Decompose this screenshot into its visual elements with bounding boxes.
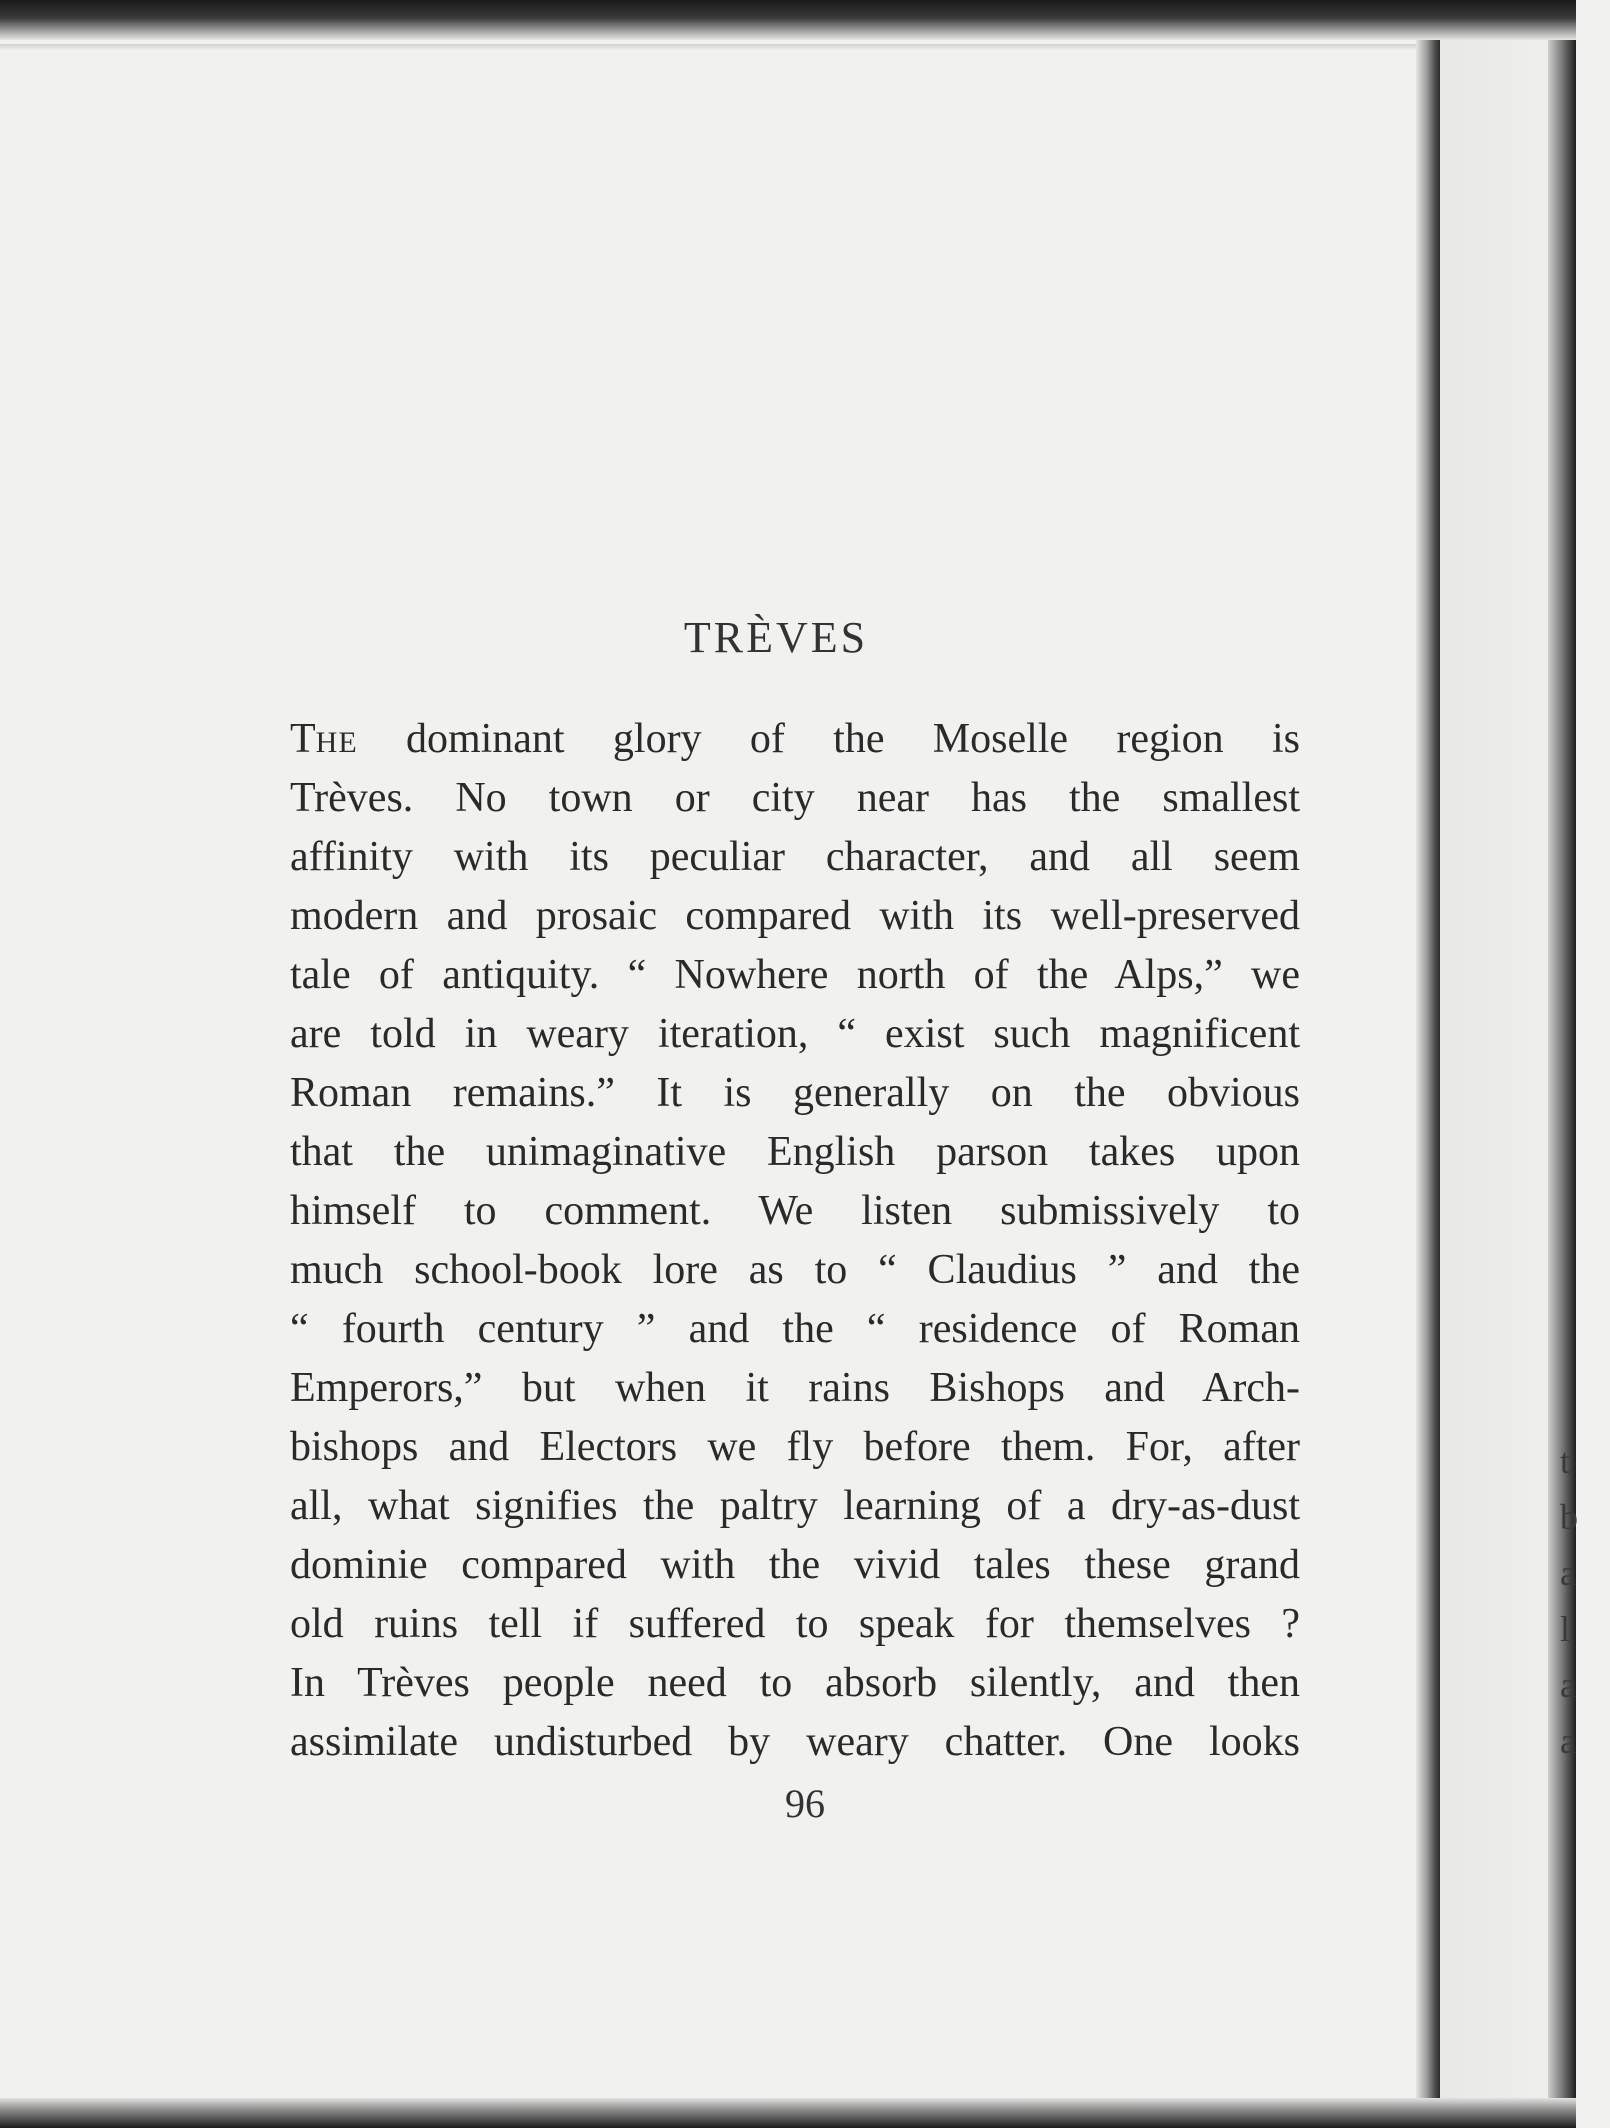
text-line: tale of antiquity. “ Nowhere north of the Alps,” we xyxy=(290,952,1300,998)
text-line: are told in weary iteration, “ exist such magnificent xyxy=(290,1011,1300,1057)
text-line: Trèves. No town or city near has the smallest xyxy=(290,775,1300,821)
facing-page-letter: b xyxy=(1560,1497,1578,1537)
book-bottom-edge xyxy=(0,2098,1576,2128)
text-line: Roman remains.” It is generally on the obvious xyxy=(290,1070,1300,1116)
text-line: himself to comment. We listen submissively to xyxy=(290,1188,1300,1234)
text-line: bishops and Electors we fly before them. For, after xyxy=(290,1424,1300,1470)
text-line: dominie compared with the vivid tales these grand xyxy=(290,1542,1300,1588)
text-line: that the unimaginative English parson takes upon xyxy=(290,1129,1300,1175)
facing-page-letter: t xyxy=(1560,1441,1571,1481)
chapter-title: TRÈVES xyxy=(683,613,869,662)
text-line: much school-book lore as to “ Claudius ” and the xyxy=(290,1247,1300,1293)
facing-page-letter: a xyxy=(1560,1665,1576,1705)
book-top-edge xyxy=(0,0,1576,40)
text-line: In Trèves people need to absorb silently, and then xyxy=(290,1660,1300,1706)
text-line: assimilate undisturbed by weary chatter. One looks xyxy=(290,1719,1300,1765)
text-line: modern and prosaic compared with its well-preserved xyxy=(290,893,1300,939)
text-line: old ruins tell if suffered to speak for themselves ? xyxy=(290,1601,1300,1647)
body-text xyxy=(290,710,1300,1772)
page-number: 96 xyxy=(785,1781,825,1826)
facing-page-letter: a xyxy=(1560,1721,1576,1761)
text-line: “ fourth century ” and the “ residence of Roman xyxy=(290,1306,1300,1352)
text-line: affinity with its peculiar character, and all seem xyxy=(290,834,1300,880)
text-line: all, what signifies the paltry learning of a dry-as-dust xyxy=(290,1483,1300,1529)
facing-page-letter: a xyxy=(1560,1553,1576,1593)
text-line: THE dominant glory of the Moselle region is xyxy=(290,716,1300,762)
facing-page-letter: l xyxy=(1560,1609,1571,1649)
text-line: Emperors,” but when it rains Bishops and Arch- xyxy=(290,1365,1300,1411)
